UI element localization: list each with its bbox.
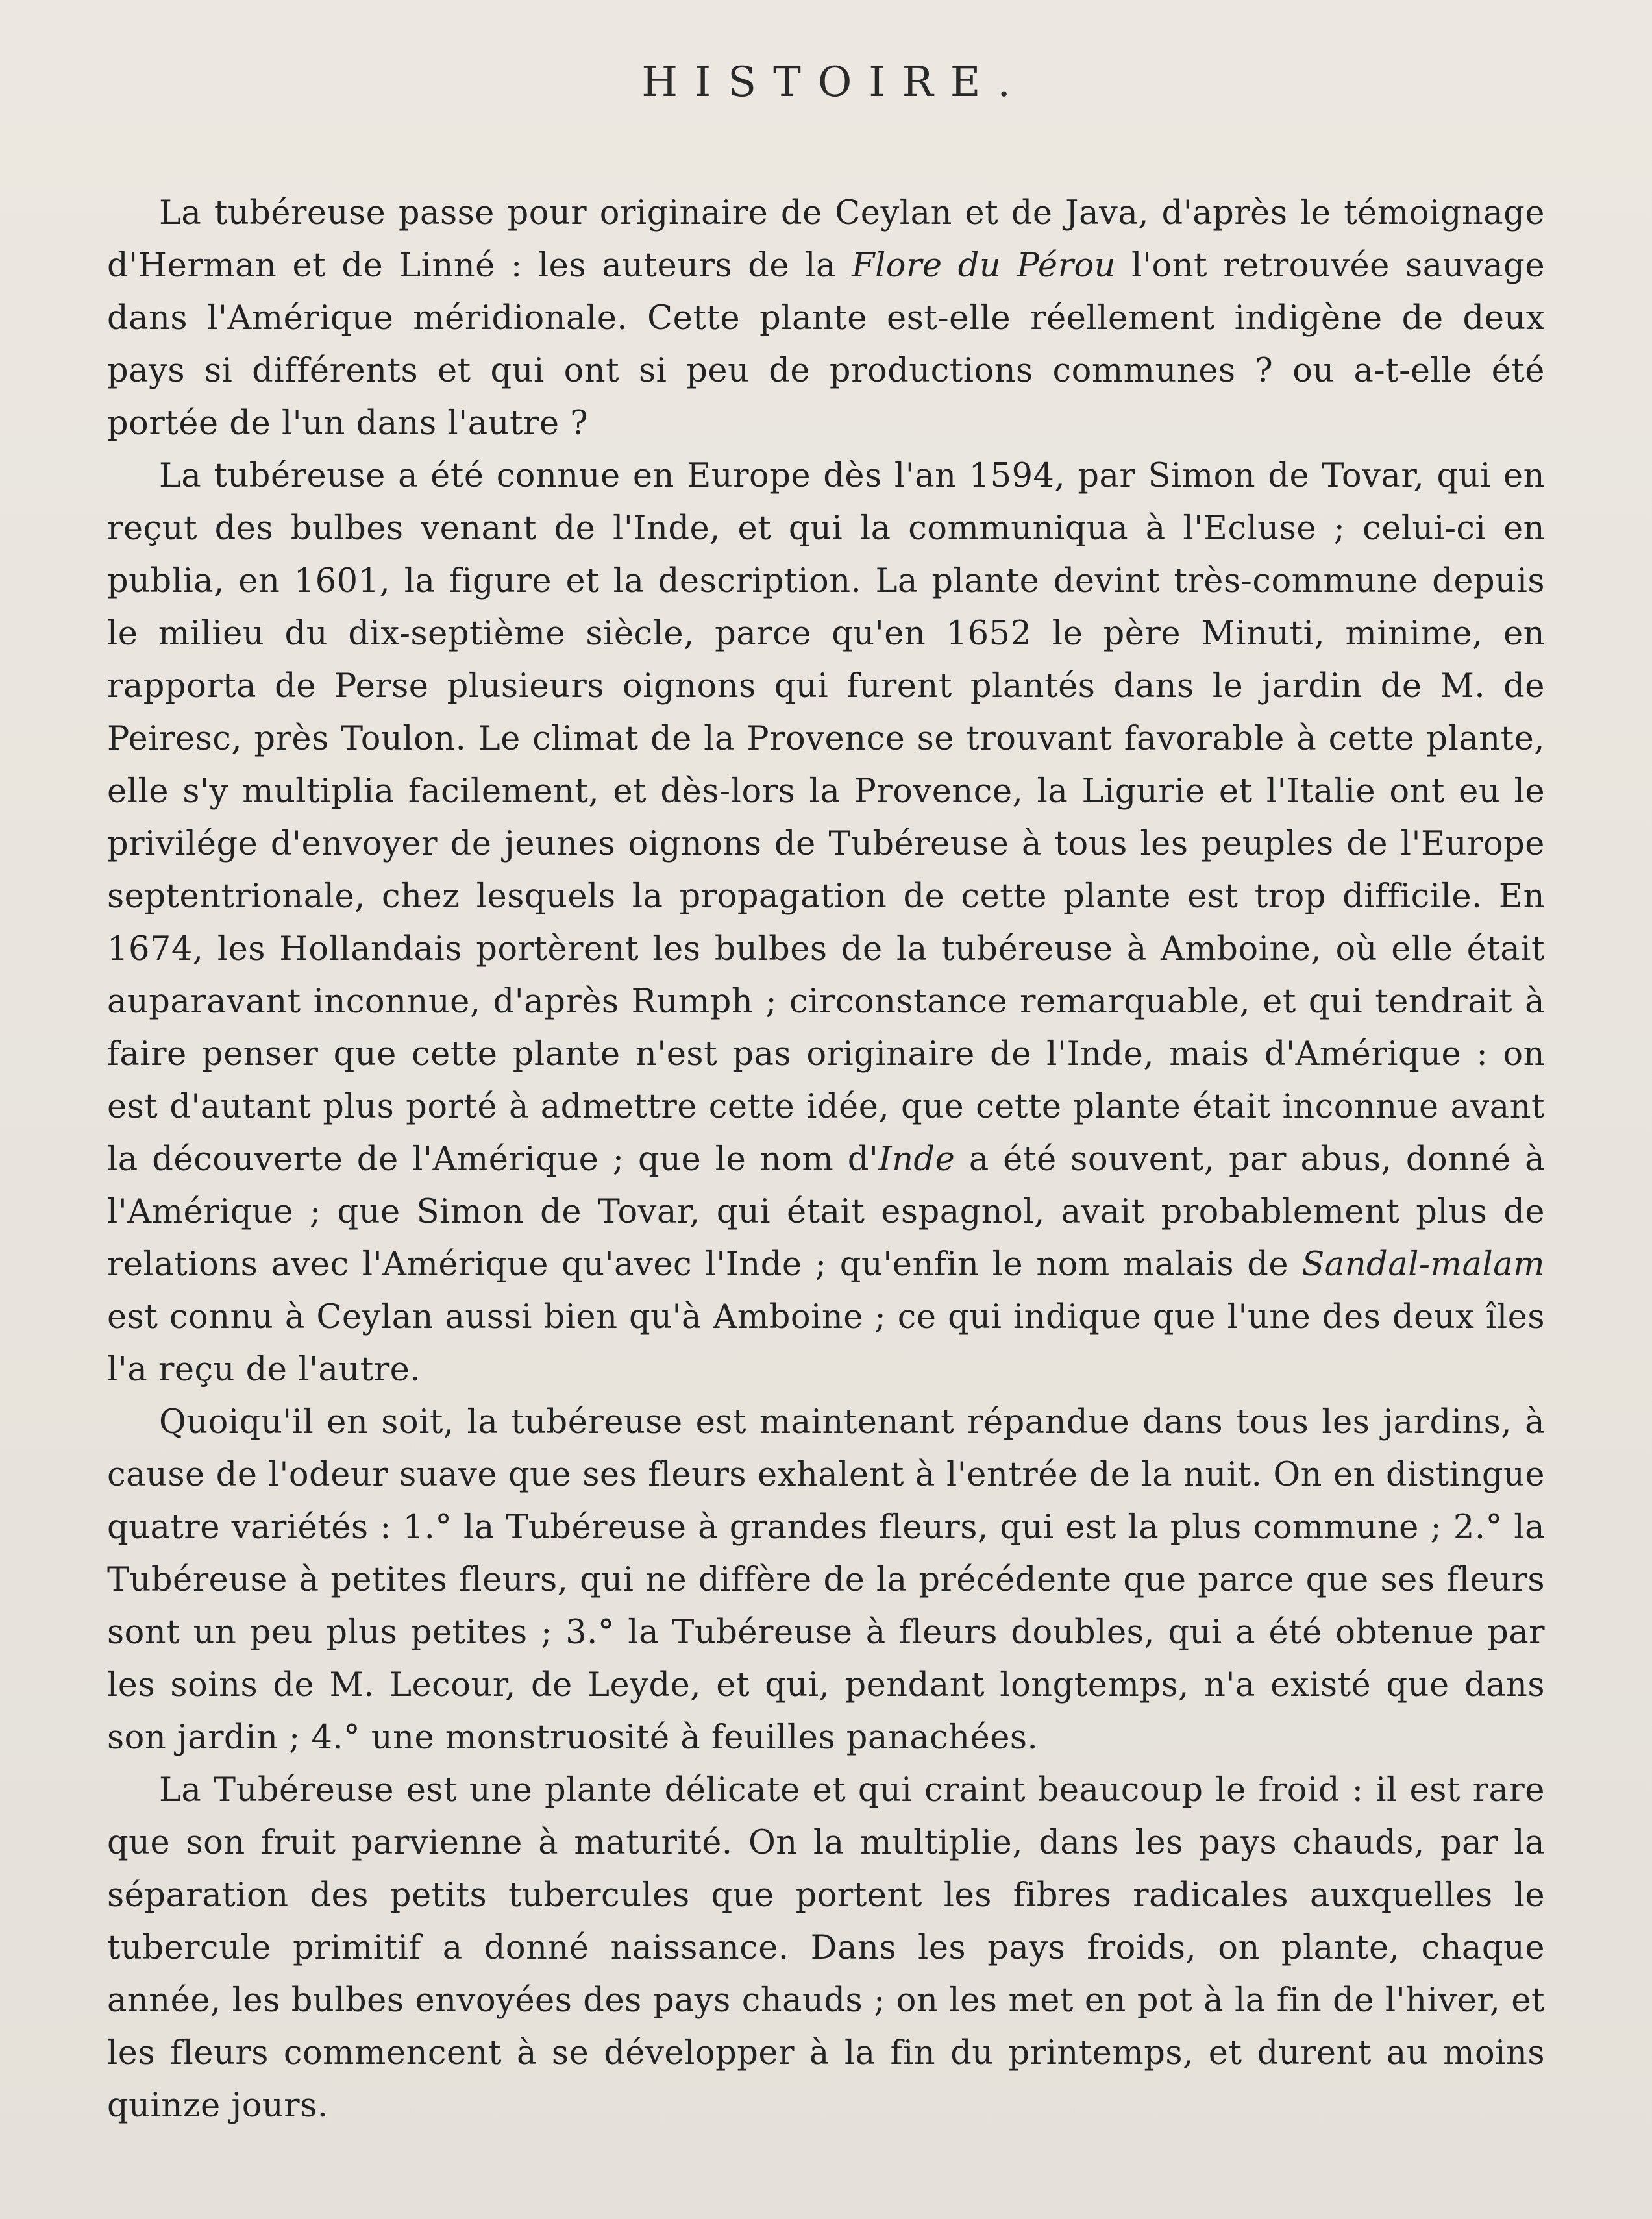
paragraph [107,450,1545,1396]
text-segment: La tubéreuse a été connue en Europe dès l'an 1594, par Simon de Tovar, qui en reçut des bulbes venant de l'Inde, et qui la communiqua à l'Ecluse ; celui-ci en publia, en 1601, la figure et la description. La plante devint très-commune depuis le milieu du dix-septième siècle, parce qu'en 1652 le père Minuti, minime, en rapporta de Perse plusieurs oignons qui furent plantés dans le jardin de M. de Peiresc, près Toulon. Le climat de la Provence se trouvant favorable à cette plante, elle s'y multiplia facilement, et dès-lors la Provence, la Ligurie et l'Italie ont eu le privilége d'envoyer de jeunes oignons de Tubéreuse à tous les peuples de l'Europe septentrionale, chez lesquels la propagation de cette plante est trop difficile. En 1674, les Hollandais portèrent les bulbes de la tubéreuse à Amboine, où elle était auparavant inconnue, d'après Rumph ; circonstance remarquable, et qui tendrait à faire penser que cette plante n'est pas originaire de l'Inde, mais d'Amérique : on est d'autant plus porté à admettre cette idée, que cette plante était inconnue avant la découverte de l'Amérique ; que le nom d' [107,457,1545,1179]
paragraph [107,187,1545,450]
italic-term: Inde [878,1140,955,1179]
page-title: HISTOIRE. [641,58,1028,106]
text-segment: a été souvent, par abus, donné à l'Amérique ; que Simon de Tovar, qui était espagnol, avait probablement plus de relations avec l'Amérique qu'avec l'Inde ; qu'enfin le nom malais de [107,1140,1545,1284]
text-segment: est connu à Ceylan aussi bien qu'à Amboine ; ce qui indique que l'une des deux îles l'a reçu de l'autre. [107,1298,1545,1389]
italic-term: Sandal-malam [1301,1245,1545,1284]
text-segment: Quoiqu'il en soit, la tubéreuse est maintenant répandue dans tous les jardins, à cause de l'odeur suave que ses fleurs exhalent à l'entrée de la nuit. On en distingue quatre variétés : 1.° la Tubéreuse à grandes fleurs, qui est la plus commune ; 2.° la Tubéreuse à petites fleurs, qui ne diffère de la précédente que parce que ses fleurs sont un peu plus petites ; 3.° la Tubéreuse à fleurs doubles, qui a été obtenue par les soins de M. Lecour, de Leyde, et qui, pendant longtemps, n'a existé que dans son jardin ; 4.° une monstruosité à feuilles panachées. [107,1403,1545,1757]
body-text [107,187,1545,2132]
paragraph [107,1764,1545,2132]
text-segment: l'ont retrouvée sauvage dans l'Amérique méridionale. Cette plante est-elle réellement indigène de deux pays si différents et qui ont si peu de productions communes ? ou a-t-elle été portée de l'un dans l'autre ? [107,247,1545,443]
text-segment: La Tubéreuse est une plante délicate et qui craint beaucoup le froid : il est rare que son fruit parvienne à maturité. On la multiplie, dans les pays chauds, par la séparation des petits tubercules que portent les fibres radicales auxquelles le tubercule primitif a donné naissance. Dans les pays froids, on plante, chaque année, les bulbes envoyées des pays chauds ; on les met en pot à la fin de l'hiver, et les fleurs commencent à se développer à la fin du printemps, et durent au moins quinze jours. [107,1771,1545,2125]
text-segment: La tubéreuse passe pour originaire de Ceylan et de Java, d'après le témoignage d'Herman et de Linné : les auteurs de la [107,194,1545,285]
paragraph [107,1396,1545,1764]
italic-book-title: Flore du Pérou [852,247,1116,285]
